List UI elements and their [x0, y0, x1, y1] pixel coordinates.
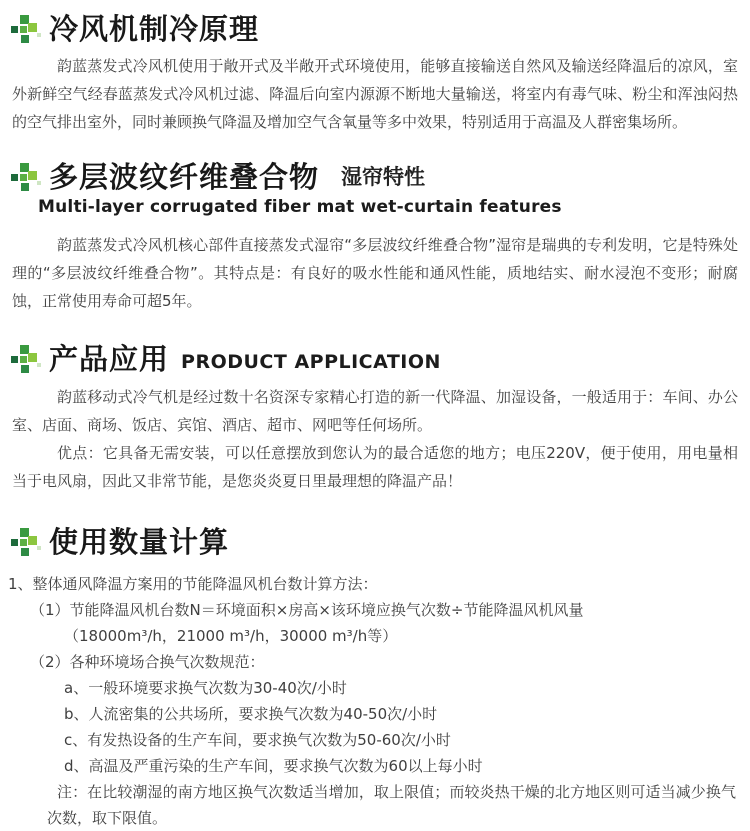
section-title: 使用数量计算 — [49, 525, 230, 559]
list-item: a、一般环境要求换气次数为30-40次/小时 — [64, 679, 347, 697]
list-item: c、有发热设备的生产车间，要求换气次数为50-60次/小时 — [64, 731, 451, 749]
section-usage-quantity-calc — [0, 525, 750, 831]
list-note: 注：在比较潮湿的南方地区换气次数适当增加，取上限值；而较炎热干燥的北方地区则可适当减少换气次数，取下限值。 — [47, 783, 736, 827]
paragraph: 韵蓝移动式冷气机是经过数十名资深专家精心打造的新一代降温、加湿设备，一般适用于：车间、办公室、店面、商场、饭店、宾馆、酒店、超市、网吧等任何场所。 — [12, 388, 738, 434]
list-item: （2）各种环境场合换气次数规范： — [30, 653, 265, 671]
section-header — [0, 341, 750, 377]
section-header — [0, 12, 750, 46]
green-pixel-arrow-icon — [10, 527, 41, 557]
section-cooling-principle — [0, 12, 750, 136]
section-title-english: PRODUCT APPLICATION — [181, 351, 441, 373]
section-header — [0, 160, 750, 194]
paragraph: 韵蓝蒸发式冷风机核心部件直接蒸发式湿帘“多层波纹纤维叠合物”湿帘是瑞典的专利发明，它是特殊处理的“多层波纹纤维叠合物”。其特点是：有良好的吸水性能和通风性能，质地结实、耐水浸泡不变形；耐腐蚀，正常使用寿命可超5年。 — [12, 236, 738, 310]
section-title: 多层波纹纤维叠合物 — [49, 160, 320, 194]
section-wet-curtain-features — [0, 160, 750, 315]
paragraph: 韵蓝蒸发式冷风机使用于敞开式及半敞开式环境使用，能够直接输送自然风及输送经降温后的凉风，室外新鲜空气经春蓝蒸发式冷风机过滤、降温后向室内源源不断地大量输送，将室内有毒气味、粉尘和浑浊闷热的空气排出室外，同时兼顾换气降温及增加空气含氧量等多中效果，特别适用于高温及人群密集场所。 — [12, 57, 738, 131]
list-item: b、人流密集的公共场所，要求换气次数为40-50次/小时 — [64, 705, 438, 723]
green-pixel-arrow-icon — [10, 162, 41, 192]
section-title: 产品应用 — [49, 342, 170, 376]
section-subtitle: 湿帘特性 — [341, 165, 426, 189]
list-item: d、高温及严重污染的生产车间，要求换气次数为60以上每小时 — [64, 757, 483, 775]
green-pixel-arrow-icon — [10, 14, 41, 44]
paragraph: 优点：它具备无需安装，可以任意摆放到您认为的最合适您的地方；电压220V，便于使用，用电量相当于电风扇，因此又非常节能，是您炎炎夏日里最理想的降温产品！ — [12, 444, 738, 490]
section-subtitle-english: Multi-layer corrugated fiber mat wet-curtain features — [38, 197, 562, 217]
list-item: （18000m³/h，21000 m³/h，30000 m³/h等） — [64, 627, 398, 645]
calculation-list — [0, 571, 750, 831]
list-item: 1、整体通风降温方案用的节能降温风机台数计算方法： — [8, 575, 378, 593]
green-pixel-arrow-icon — [10, 344, 41, 374]
section-product-application — [0, 341, 750, 495]
section-header — [0, 525, 750, 559]
list-item: （1）节能降温风机台数N＝环境面积×房高×该环境应换气次数÷节能降温风机风量 — [30, 601, 584, 619]
section-title: 冷风机制冷原理 — [49, 12, 260, 46]
